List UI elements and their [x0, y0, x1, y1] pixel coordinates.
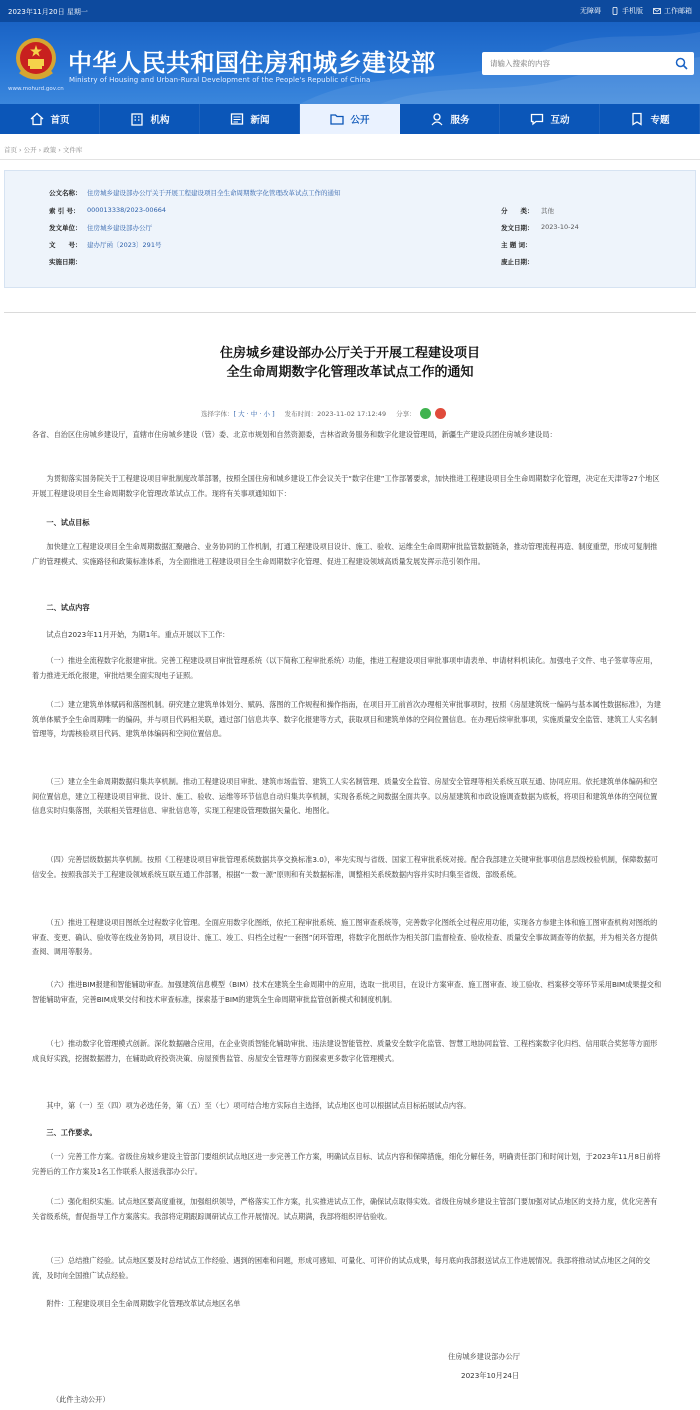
signer: 住房城乡建设部办公厅 [448, 1352, 520, 1361]
document-info-box [4, 170, 696, 288]
weibo-share-icon[interactable] [435, 408, 446, 419]
nav-item-home[interactable]: 首页 [0, 104, 100, 134]
nav-item-service[interactable]: 服务 [400, 104, 500, 134]
content-item-7: （七）推动数字化管理模式创新。深化数据融合应用，在企业资质智能化辅助审批、违法建设智能管控、质量安全数字化监管、智慧工地协同监管、工程档案数字化归档、信用联合奖惩等方面形成良好实践，挖掘数据潜力，在辅助政府投资决策、房屋预售监管、房屋安全管理等方面探索更多数字化管理模式。 [32, 1039, 658, 1063]
info-keywords: 主 题 词： [501, 241, 532, 249]
search-icon[interactable] [675, 57, 688, 70]
requirement-1: （一）完善工作方案。省级住房城乡建设主管部门要组织试点地区进一步完善工作方案，明确试点目标、试点内容和保障措施，细化分解任务，明确责任部门和时间计划，于2023年11月8日前将完善后的工作方案及1名工作联系人报送我部办公厅。 [32, 1152, 661, 1176]
requirement-2: （二）强化组织实施。试点地区要高度重视，加强组织领导，严格落实工作方案，扎实推进试点工作，确保试点取得实效。省级住房城乡建设主管部门要加强对试点地区的支持力度，优化完善有关省级系统，督促指导工作方案落实。我部将定期跟踪调研试点工作开展情况。试点期满，我部将组织评估验收。 [32, 1197, 658, 1221]
email-link[interactable]: 工作邮箱 [653, 6, 692, 16]
breadcrumb-public[interactable]: 公开 [23, 146, 37, 154]
info-expire-date: 废止日期： [501, 258, 534, 266]
attachment-line: 附件：工程建设项目全生命周期数字化管理改革试点地区名单 [46, 1299, 241, 1308]
info-unit: 发文单位： 住房城乡建设部办公厅 [49, 224, 152, 232]
search-box [482, 52, 694, 75]
goal-paragraph: 加快建立工程建设项目全生命周期数据汇聚融合、业务协同的工作机制，打通工程建设项目设计、施工、验收、运维全生命周期审批监管数据链条，推动管理流程再造、制度重塑，形成可复制推广的管理模式、实施路径和政策标准体系，为全面推进工程建设项目全生命周期数字化管理、促进工程建设领域高质量发展发挥示范引领作用。 [32, 542, 658, 566]
top-links [580, 6, 692, 16]
topic-icon [629, 111, 645, 127]
nav-item-topics[interactable]: 专题 [600, 104, 700, 134]
content-item-1: （一）推进全流程数字化报建审批。完善工程建设项目审批管理系统（以下简称工程审批系统）功能，推进工程建设项目审批事项申请表单、申请材料机读化。加强电子文件、电子签章等应用，着力推进无纸化报建，审批结果全面实现电子证照。 [32, 656, 658, 680]
current-date: 2023年11月20日 星期一 [8, 8, 88, 16]
info-implementation-date: 实施日期： [49, 258, 82, 266]
nav-item-institutions[interactable]: 机构 [100, 104, 200, 134]
site-url: www.mohurd.gov.cn [8, 86, 64, 92]
folder-icon [329, 111, 345, 127]
font-size-selector[interactable]: [ 大 · 中 · 小 ] [233, 410, 275, 418]
national-emblem-icon[interactable] [14, 36, 58, 84]
site-header [0, 22, 700, 104]
content-item-3: （三）建立全生命周期数据归集共享机制。推动工程建设项目审批、建筑市场监管、建筑工人实名制管理、质量安全监管、房屋安全管理等相关系统互联互通、协同应用。依托建筑单体编码和空间位置信息，建立工程建设项目审批、设计、施工、验收、运维等环节信息自动归集共享机制，实现各系统之间数据全面共享。以房屋建筑和市政设施调查数据为底板，将项目和建筑单体的空间位置信息实时归集落图，关联相关管理信息、审批信息等，实现工程建设管理数据矢量化、地图化。 [32, 777, 658, 815]
publish-time: 2023-11-02 17:12:49 [317, 409, 387, 418]
site-title[interactable]: 中华人民共和国住房和城乡建设部 [68, 48, 436, 77]
info-issue-date: 发文日期： 2023-10-24 [501, 223, 579, 232]
content-item-2: （二）建立建筑单体赋码和落图机制。研究建立建筑单体划分、赋码、落图的工作规程和操作指南，在项目开工前首次办理相关审批事项时，按照《房屋建筑统一编码与基本属性数据标准》，为建筑单体赋予全生命周期唯一的编码，并与项目代码相关联，通过部门信息共享、数字化报建等方式，获取项目和建筑单体的空间位置信息。在办理后续审批事项，实施质量安全监管、建筑工人实名制管理等，均需核验项目代码、建筑单体编码和空间位置信息。 [32, 700, 661, 738]
main-nav [0, 104, 700, 134]
mobile-icon [611, 7, 619, 15]
content-item-6: （六）推进BIM报建和智能辅助审查。加强建筑信息模型（BIM）技术在建筑全生命周期中的应用，选取一批项目，在设计方案审查、施工图审查、竣工验收、档案移交等环节采用BIM成果提交和智能辅助审查，完善BIM成果交付和技术审查标准，探索基于BIM的建筑全生命周期审批监管创新模式和制度机制。 [32, 980, 662, 1004]
breadcrumb-divider [0, 159, 700, 160]
chat-icon [529, 111, 545, 127]
section-3-heading: 三、工作要求。 [46, 1128, 97, 1137]
breadcrumb-home[interactable]: 首页 [4, 146, 17, 154]
intro-paragraph: 为贯彻落实国务院关于工程建设项目审批制度改革部署，按照全国住房和城乡建设工作会议关于“数字住建”工作部署要求，加快推进工程建设项目全生命周期数字化管理，决定在天津等27个地区开展工程建设项目全生命周期数字化管理改革试点工作。现将有关事项通知如下： [32, 474, 660, 498]
nav-item-public[interactable]: 公开 [300, 104, 400, 134]
breadcrumb-library[interactable]: 文件库 [62, 146, 83, 154]
info-subject: 公文名称： 住房城乡建设部办公厅关于开展工程建设项目全生命周期数字化管理改革试点工作的通知 [49, 189, 341, 197]
sign-date: 2023年10月24日 [461, 1371, 520, 1380]
nav-item-interaction[interactable]: 互动 [500, 104, 600, 134]
nav-item-news[interactable]: 新闻 [200, 104, 300, 134]
requirement-3: （三）总结推广经验。试点地区要及时总结试点工作经验、遇到的困难和问题，形成可感知、可量化、可评价的试点成果，每月底向我部报送试点工作进展情况。我部将推动试点地区之间的交流，及时向全国推广试点经验。 [32, 1256, 651, 1280]
mail-icon [653, 7, 661, 15]
article-meta: 选择字体： [ 大 · 中 · 小 ] 发布时间： 2023-11-02 17:12:49 分享： [201, 408, 446, 419]
wechat-share-icon[interactable] [420, 408, 431, 419]
content-item-5: （五）推进工程建设项目图纸全过程数字化管理。全面应用数字化图纸，依托工程审批系统、施工图审查系统等，完善数字化图纸全过程应用功能，实现各方参建主体和施工图审查机构对图纸的审查、变更、确认、验收等在线业务协同，项目设计、施工、竣工、归档全过程“一套图”闭环管理，将数字化图纸作为相关部门监督检查、验收检查、质量安全事故调查等的依据，并为相关各方提供查阅、调用等服务。 [32, 918, 658, 956]
content-divider [4, 312, 696, 313]
info-category: 分 类： 其他 [501, 207, 554, 215]
breadcrumb: 首页 › 公开 › 政策 › 文件库 [4, 146, 83, 154]
public-note: （此件主动公开） [52, 1395, 110, 1404]
start-paragraph: 试点自2023年11月开始，为期1年。重点开展以下工作： [46, 630, 230, 639]
mobile-link[interactable]: 手机版 [611, 6, 643, 16]
article-title-line-2: 全生命周期数字化管理改革试点工作的通知 [226, 365, 474, 380]
building-icon [129, 111, 145, 127]
content-item-4: （四）完善层级数据共享机制。按照《工程建设项目审批管理系统数据共享交换标准3.0》，率先实现与省级、国家工程审批系统对接。配合我部建立关键审批事项信息层级校验机制，保障数据可信安全。按照我部关于工程建设领域系统互联互通工作部署，根据“一数一源”原则和有关数据标准，调整相关系统数据内容并实时归集至省级、部级系统。 [32, 855, 658, 879]
section-2-heading: 二、试点内容 [46, 603, 90, 612]
site-subtitle: Ministry of Housing and Urban-Rural Development of the People's Republic of China [69, 76, 371, 84]
article-body [32, 428, 664, 443]
search-input[interactable] [490, 56, 665, 71]
home-icon [29, 111, 45, 127]
breadcrumb-policy[interactable]: 政策 [43, 146, 57, 154]
info-index: 索 引 号： 000013338/2023-00664 [49, 206, 166, 215]
section-1-heading: 一、试点目标 [46, 518, 90, 527]
note-paragraph: 其中，第（一）至（四）项为必选任务，第（五）至（七）项可结合地方实际自主选择，试点地区也可以根据试点目标拓展试点内容。 [46, 1101, 471, 1110]
addressee: 各省、自治区住房城乡建设厅，直辖市住房城乡建设（管）委、北京市规划和自然资源委，吉林省政务服务和数字化建设管理局，新疆生产建设兵团住房城乡建设局： [32, 430, 557, 439]
accessible-link[interactable]: 无障碍 [580, 7, 601, 15]
article-title-line-1: 住房城乡建设部办公厅关于开展工程建设项目 [219, 346, 480, 361]
service-icon [429, 111, 445, 127]
top-bar [0, 0, 700, 22]
info-number: 文 号： 建办厅函〔2023〕291号 [49, 241, 162, 249]
news-icon [229, 111, 245, 127]
